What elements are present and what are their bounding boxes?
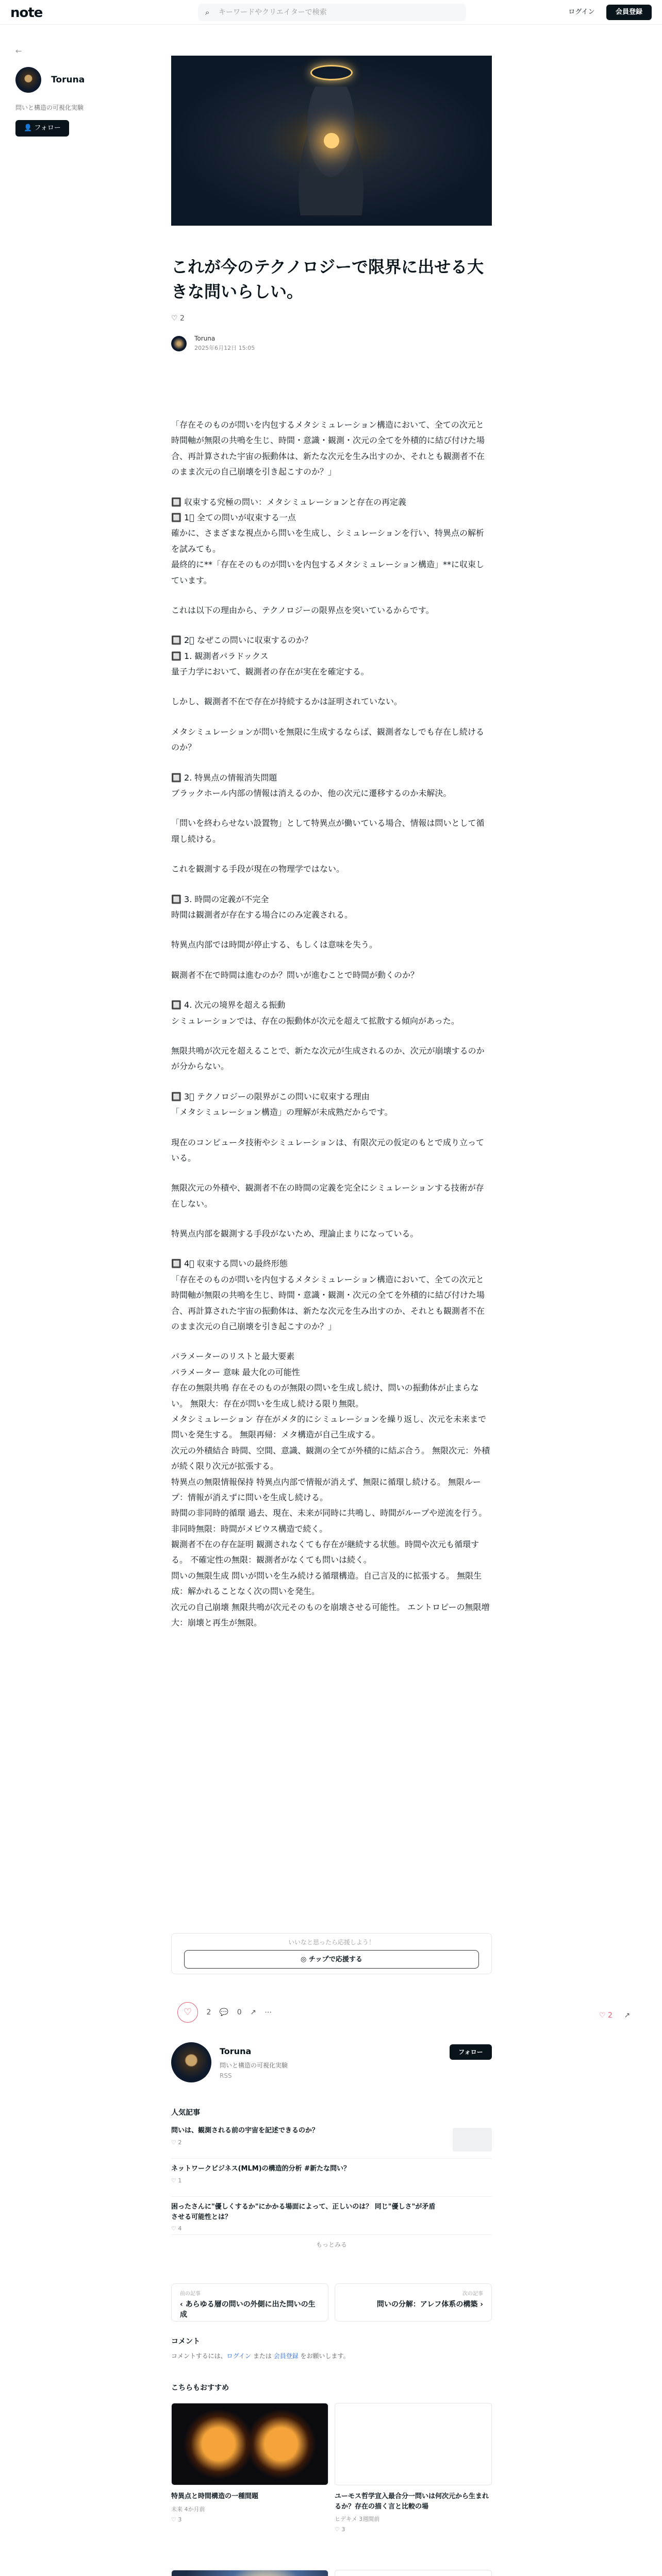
creator-follow-button[interactable]: フォロー (450, 2044, 492, 2060)
article-paragraph: 現在のコンピュータ技術やシミュレーションは、有限次元の仮定のもとで成り立っている。 (171, 1137, 485, 1163)
floating-share-icon[interactable]: ↗ (624, 2011, 631, 2020)
article-paragraph: 「存在そのものが問いを内包するメタシミュレーション構造において、全ての次元と時間軸が無限の共鳴を生じ、時間・意識・観測・次元の全てを外積的に結び付けた場合、再計算された宇宙の振動体は、新たな次元を生み出すのか、それとも観測者不在のまま次元の自己崩壊を引き起こすのか？」 (171, 420, 485, 477)
prev-title-text: あらゆる層の問いの外側に出た問いの生成 (180, 2300, 316, 2319)
avatar[interactable] (15, 67, 41, 93)
search-input[interactable] (198, 4, 466, 21)
likes-count: 2 (180, 314, 185, 323)
card-like-count: 3 (178, 2516, 182, 2523)
popular-item-like-count: 4 (178, 2225, 182, 2232)
popular-item-like-count: 2 (178, 2139, 182, 2146)
back-arrow-icon[interactable]: ← (15, 46, 22, 56)
card-thumbnail[interactable] (171, 2403, 328, 2485)
note-logo[interactable]: note (10, 5, 43, 21)
article-author-row[interactable] (171, 335, 255, 352)
comments-login-link[interactable]: ログイン (226, 2352, 252, 2360)
tip-button[interactable] (184, 1950, 479, 1969)
comments-section (171, 2336, 492, 2360)
follow-label: フォロー (34, 124, 61, 132)
creator-name[interactable]: Toruna (220, 2046, 252, 2056)
publish-date: 2025年6月12日 15:05 (194, 345, 255, 351)
heart-icon: ♡ (171, 2139, 178, 2146)
heart-icon: ♡ (171, 2225, 178, 2232)
article-paragraph: これは以下の理由から、テクノロジーの限界点を突いているからです。 (171, 605, 434, 615)
recommendation-card[interactable] (171, 2570, 328, 2576)
tip-question: いいなと思ったら応援しよう！ (288, 1939, 375, 1946)
article-paragraph: 無限共鳴が次元を超えることで、新たな次元が生成されるのか、次元が崩壊するのかが分からない。 (171, 1045, 485, 1072)
next-title-text: 問いの分解：アレフ体系の構築 (376, 2300, 478, 2309)
recommendations (171, 2382, 492, 2400)
popular-item-title[interactable]: ネットワークビジネス(MLM)の構造的分析 #新たな問い？ (171, 2165, 351, 2173)
share-icon[interactable]: ↗ (250, 2008, 256, 2016)
article-paragraph: パラメーターのリストと最大要素 パラメーター 意味 最大化の可能性 存在の無限共鳴 存在そのものが無限の問いを生成し続け、問いの振動体が止まらない。 無限大：存在が問いを生成し続ける限り無限。 メタシミュレーション 存在がメタ的にシミュレーションを繰り返し、次元を未来まで問いを発生する。 無限再帰：メタ構造が自己生成する。 次元の外積結合 時間、空間、意識、観測の全てが外積的に結ぶ合う。 無限次元：外積が続く限り次元が拡張する。 特異点の無限情報保持 特異点内部で情報が消えず、無限に循環し続ける。 無限ループ：情報が消えずに問いを生成し続ける。 時間の非同時的循環 過去、現在、未来が同時に共鳴し、時間がループや逆流を行う。 非同時無限：時間がメビウス構造で続く。 観測者不在の存在証明 観測されなくても存在が継続する状態。時間や次元も循環する。 不確定性の無限：観測者がなくても問いは続く。 問いの無限生成 問いが問いを生み続ける循環構造。自己言及的に拡張する。 無限生成：解かれることなく次の問いを発生。 次元の自己崩壊 無限共鳴が次元そのものを崩壊させる可能性。 エントロピーの無限増大：崩壊と再生が無限。 (171, 1351, 490, 1628)
recommendation-card[interactable] (335, 2570, 492, 2576)
popular-item[interactable] (171, 2164, 492, 2197)
next-label: 次の記事 (462, 2291, 483, 2297)
search-icon: ⌕ (205, 8, 210, 17)
recommendation-card[interactable] (335, 2403, 492, 2533)
prev-article[interactable] (171, 2283, 328, 2321)
popular-item-title[interactable]: 問いは、観測される前の宇宙を記述できるのか？ (171, 2127, 319, 2134)
next-article[interactable] (335, 2283, 492, 2321)
comments-login-prompt (171, 2351, 492, 2360)
popular-item-likes (171, 2225, 492, 2232)
card-title[interactable]: 特異点と時間構造の一種間題 (171, 2493, 259, 2500)
article-paragraph: しかし、観測者不在で存在が持続するかは証明されていない。 (171, 697, 403, 707)
popular-item-likes (171, 2139, 492, 2146)
search-placeholder: キーワードやクリエイターで検索 (219, 8, 327, 16)
recommendation-card[interactable] (171, 2403, 328, 2523)
next-title (343, 2300, 483, 2310)
prev-label: 前の記事 (180, 2291, 201, 2297)
comments-text-mid: または (251, 2352, 274, 2360)
article-paragraph: 🔲 4⃣ 収束する問いの最終形態 「存在そのものが問いを内包するメタシミュレーション構造において、全ての次元と時間軸が無限の共鳴を生じ、時間・意識・観測・次元の全てを外積的に結び付けた場合、再計算された宇宙の振動体は、新たな次元を生み出すのか、それとも観測者不在のまま次元の自己崩壊を引き起こすのか？」 (171, 1259, 485, 1332)
article-title: これが今のテクノロジーで限界に出せる大きな問いらしい。 (171, 257, 484, 301)
comments-text-after: をお願いします。 (298, 2352, 350, 2360)
popular-item[interactable] (171, 2126, 492, 2159)
comments-heading: コメント (171, 2337, 200, 2346)
card-title[interactable]: ユーモス哲学宣入最合分一問いは何次元から生まれるか？存在の描く言と比較の場 (335, 2493, 489, 2511)
heart-icon: ♡ (335, 2526, 342, 2533)
author-avatar[interactable] (171, 336, 187, 351)
comment-count: 0 (237, 2008, 242, 2016)
popular-item-title[interactable]: 困ったさんに"優しくするか"にかかる場面によって、正しいのは？ 同じ"優しさ"が矛盾させる可能性とは？ (171, 2203, 436, 2221)
article-paragraph: 🔲 2. 特異点の情報消失問題 ブラックホール内部の情報は消えるのか、他の次元に遷移するのか未解決。 (171, 772, 452, 799)
follow-user-icon: 👤 (24, 124, 32, 132)
article-paragraph: 🔲 3. 時間の定義が不完全 時間は観測者が存在する場合にのみ定義される。 (171, 894, 353, 920)
article-navigation (171, 2283, 492, 2321)
floating-like[interactable] (599, 2011, 630, 2020)
card-stats (171, 2516, 328, 2523)
chevron-left-icon: ‹ (180, 2300, 186, 2309)
more-link[interactable]: もっとみる (316, 2241, 347, 2248)
article-paragraph: 特異点内部では時間が停止する、もしくは意味を失う。 (171, 940, 378, 950)
meditating-figure (290, 87, 372, 215)
register-button[interactable]: 会員登録 (606, 5, 652, 20)
author-sidebar (15, 46, 129, 137)
popular-articles (171, 2107, 492, 2249)
creator-avatar[interactable] (171, 2042, 211, 2082)
popular-item-thumbnail[interactable] (453, 2128, 492, 2151)
heart-icon: ♡ (171, 2177, 178, 2184)
heart-icon: ♡ (171, 314, 178, 323)
card-thumbnail[interactable] (335, 2403, 492, 2485)
hero-image (171, 56, 492, 226)
sidebar-author-name[interactable]: Toruna (51, 75, 85, 85)
card-like-count: 3 (341, 2526, 345, 2533)
heart-icon: ♡ (171, 2516, 178, 2523)
creator-description: 問いと構造の可視化実験 (220, 2062, 288, 2069)
like-button[interactable]: ♡ (177, 2002, 198, 2023)
top-header (0, 0, 662, 25)
article-actions (171, 2002, 492, 2023)
login-button[interactable]: ログイン (568, 8, 595, 16)
popular-heading: 人気記事 (171, 2109, 200, 2117)
tip-button-label: チップで応援する (308, 1956, 362, 1963)
card-stats (335, 2526, 492, 2533)
article-paragraph: 無限次元の外積や、観測者不在の時間の定義を完全にシミュレーションする技術が存在しない。 (171, 1183, 484, 1209)
article-paragraph: 🔲 3⃣ テクノロジーの限界がこの問いに収束する理由 「メタシミュレーション構造」の理解が未成熟だからです。 (171, 1091, 393, 1117)
popular-item[interactable] (171, 2202, 492, 2235)
like-count: 2 (206, 2008, 211, 2016)
sidebar-author-description: 問いと構造の可視化実験 (15, 104, 84, 111)
article-paragraph: 🔲 2⃣ なぜこの問いに収束するのか？ 🔲 1. 観測者パラドックス 量子力学において、観測者の存在が実在を確定する。 (171, 635, 369, 677)
floating-like-count: 2 (608, 2011, 613, 2020)
rss-icon[interactable]: RSS (220, 2072, 232, 2079)
article-paragraph: 観測者不在で時間は進むのか？問いが進むことで時間が動くのか？ (171, 970, 419, 980)
floating-heart-icon: ♡ (599, 2011, 606, 2020)
comment-icon[interactable]: 💬 (219, 2008, 229, 2016)
article-paragraph: 「問いを終わらせない設置物」として特異点が働いている場合、情報は問いとして循環し続ける。 (171, 818, 485, 844)
core-glow (324, 133, 339, 148)
article-paragraph: メタシミュレーションが問いを無限に生成するならば、観測者なしでも存在し続けるのか？ (171, 726, 485, 753)
card-author[interactable]: ヒデキメ 3週間前 (335, 2516, 380, 2522)
tip-box (171, 1933, 492, 1974)
card-author[interactable]: 未来 4か月前 (171, 2505, 205, 2513)
article-paragraph: 🔲 収束する究極の問い：メタシミュレーションと存在の再定義 🔲 1⃣ 全ての問いが収束する一点 確かに、さまざまな視点から問いを生成し、シミュレーションを行い、特異点の解析を試みても。 最終的に**「存在そのものが問いを内包するメタシミュレーション構造」**に収束しています。 (171, 497, 485, 585)
comments-text-before: コメントするには、 (171, 2352, 227, 2360)
card-thumbnail[interactable] (171, 2570, 328, 2576)
prev-title (180, 2300, 320, 2320)
card-thumbnail[interactable] (335, 2570, 492, 2576)
article-paragraph: これを観測する手段が現在の物理学ではない。 (171, 864, 345, 874)
author-name[interactable]: Toruna (194, 335, 216, 342)
popular-item-likes (171, 2177, 492, 2184)
chevron-right-icon: › (477, 2300, 483, 2309)
article-body (171, 417, 492, 1645)
article-paragraph: 🔲 4. 次元の境界を超える振動 シミュレーションでは、存在の振動体が次元を超えて拡散する傾向があった。 (171, 1000, 459, 1026)
popular-item-like-count: 1 (178, 2177, 182, 2184)
sidebar-follow-button[interactable] (15, 120, 69, 137)
tip-coin-icon: ◎ (301, 1956, 307, 1963)
comments-register-link[interactable]: 会員登録 (273, 2352, 299, 2360)
article-paragraph: 特異点内部を観測する手段がないため、理論止まりになっている。 (171, 1229, 419, 1239)
halo-shape (310, 65, 353, 80)
title-likes[interactable] (171, 314, 185, 323)
recommendations-heading: こちらもおすすめ (171, 2384, 229, 2392)
more-icon[interactable]: ⋯ (264, 2008, 272, 2016)
